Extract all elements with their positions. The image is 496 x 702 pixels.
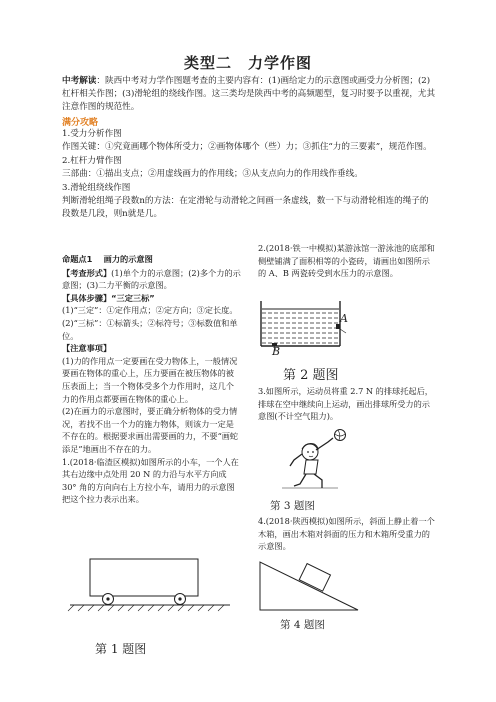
question-2: 2.(2018·铁一中模拟)某游泳馆一游泳池的底部和侧壁铺满了面积相等的小瓷砖，请画出如图所示的 A、B 两瓷砖受到水压力的示意图。 [258,243,435,279]
strategy-item: 判断滑轮组绳子段数n的方法：在定滑轮与动滑轮之间画一条虚线，数一下与动滑轮相连的绳子的段数是几段，则n就是几。 [62,196,429,219]
strategy-item: 作图关键：①究竟画哪个物体所受力；②画物体哪个（些）力；③抓住“力的三要素”，规范作图。 [62,142,432,152]
intro-text: ：陕西中考对力学作图题考查的主要内容有：(1)画给定力的示意图或画受力分析图；(2)杠杆相关作图；(3)滑轮组的绕线作图。这三类均是陕西中考的高频题型，复习时要予以重视，尤其注意作图的规范性。 [62,76,436,112]
point-title: 画力的示意图 [103,254,153,264]
steps-label: 【具体步骤】“三定三标” [62,292,155,303]
figure-2-caption: 第 2 题图 [283,368,339,383]
req-paragraph [62,267,242,292]
steps-item: (1)“三定”：①定作用点；②定方向；③定长度。 [62,305,238,316]
question-3: 3.如图所示，运动员将重 2.7 N 的排球托起后，排球在空中继续向上运动，画出排球所受力的示意图(不计空气阻力)。 [258,386,433,422]
strategy-item: 2.杠杆力臂作图 [62,156,122,166]
question-1: 1.(2018·临渣区模拟)如图所示的小车，一个人在其右边缘中点处用 20 N 的力沿与水平方向成 30° 角的方向向右上方拉小车，请用力的示意图把这个拉力表示出来。 [62,456,239,505]
steps-item: (2)“三标”：①标箭头；②标符号；③标数值和单位。 [62,317,238,341]
figure-3-volleyball-player [278,428,368,490]
figure-4-incline-box [258,560,368,615]
figure-2-label-a: A [340,312,348,325]
left-column [62,253,242,506]
strategy-heading: 满分攻略 [62,118,99,128]
req-text: (1)单个力的示意图；(2)多个力的示意图；(3)二力平衡的示意图。 [62,267,241,291]
notes-item: (1)力的作用点一定要画在受力物体上，一般情况要画在物体的重心上，压力要画在被压物体的被压表面上；当一个物体受多个力作用时，这几个力的作用点都要画在物体的重心上。 [62,355,238,404]
notes-label: 【注意事项】 [62,343,112,354]
strategy-item: 3.滑轮组绕线作图 [62,183,131,193]
point-label: 命题点1 [62,254,93,264]
strategy-item: 三部曲：①描出支点；②用虚线画力的作用线；③从支点向力的作用线作垂线。 [62,169,363,179]
figure-1-cart [70,555,230,625]
figure-2-label-b: B [272,345,281,358]
strategy-list [62,128,437,221]
intro-paragraph [62,75,437,114]
page-title: 类型二 力学作图 [183,54,312,72]
point-heading [62,253,242,266]
req-label: 【考查形式】 [62,267,112,278]
figure-3-caption: 第 3 题图 [270,500,315,512]
strategy-item: 1.受力分析作图 [62,129,122,139]
notes-item: (2)在画力的示意图时，要正确分析物体的受力情况，若找不出一个力的施力物体，则该力一定是不存在的。根据要求画出需要画的力，不要“画蛇添足”地画出不存在的力。 [62,406,239,454]
intro-label: 中考解读 [62,76,97,86]
question-4: 4.(2018·陕西模拟)如图所示，斜面上静止着一个木箱，画出木箱对斜面的压力和木箱所受重力的示意图。 [258,516,435,552]
figure-1-caption: 第 1 题图 [95,642,147,656]
figure-4-caption: 第 4 题图 [280,619,325,631]
